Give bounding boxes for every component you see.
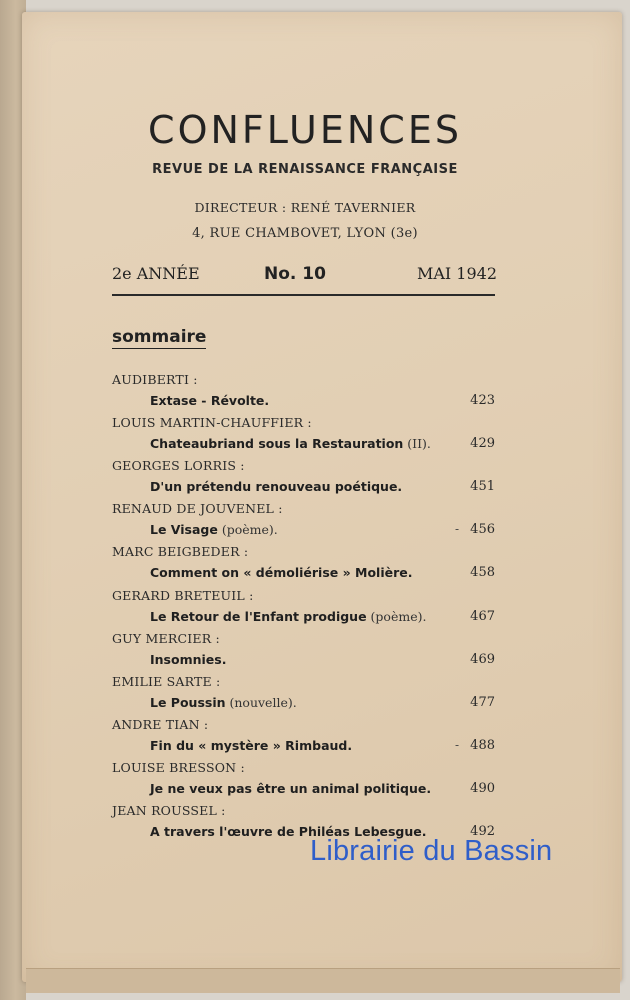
magazine-subtitle: REVUE DE LA RENAISSANCE FRANÇAISE bbox=[152, 162, 458, 177]
toc-leader-dash: - bbox=[454, 522, 459, 537]
toc-title-main: Fin du « mystère » Rimbaud. bbox=[150, 737, 353, 753]
toc-title bbox=[150, 565, 412, 580]
toc-title bbox=[150, 522, 278, 537]
toc-page-number: 467 bbox=[470, 608, 495, 624]
toc-author: MARC BEIGBEDER : bbox=[112, 544, 249, 560]
toc-title bbox=[150, 781, 431, 796]
bookseller-watermark: Librairie du Bassin bbox=[310, 835, 553, 867]
toc-title-main: Le Poussin bbox=[150, 694, 226, 710]
address-line: 4, RUE CHAMBOVET, LYON (3e) bbox=[192, 226, 418, 241]
toc-entry bbox=[112, 717, 497, 757]
toc-author: GERARD BRETEUIL : bbox=[112, 587, 254, 603]
toc-title bbox=[150, 609, 426, 624]
toc-title bbox=[150, 479, 402, 494]
issue-info-row bbox=[112, 264, 497, 288]
toc-entry bbox=[112, 760, 497, 800]
toc-title bbox=[150, 393, 269, 408]
header-divider bbox=[112, 294, 495, 296]
toc-title-main: Le Retour de l'Enfant prodigue bbox=[150, 608, 367, 624]
toc-author: ANDRE TIAN : bbox=[112, 716, 209, 732]
toc-title-main: Extase - Révolte. bbox=[150, 393, 270, 408]
toc-title-main: Chateaubriand sous la Restauration bbox=[150, 436, 404, 452]
toc-page-number: 429 bbox=[470, 436, 495, 452]
toc-author: AUDIBERTI : bbox=[112, 372, 198, 387]
director-line: DIRECTEUR : RENÉ TAVERNIER bbox=[194, 200, 416, 215]
toc-title bbox=[150, 695, 297, 710]
toc-entry bbox=[112, 415, 497, 455]
toc-title bbox=[150, 738, 352, 753]
toc-page-number: 488 bbox=[470, 737, 495, 753]
toc-title-note: (poème). bbox=[366, 608, 427, 624]
toc-title-note: (nouvelle). bbox=[225, 694, 297, 710]
toc-title-main: Insomnies. bbox=[150, 651, 227, 667]
toc-title-main: D'un prétendu renouveau poétique. bbox=[150, 479, 403, 495]
toc-author: JEAN ROUSSEL : bbox=[112, 803, 226, 818]
toc-title-note: (poème). bbox=[217, 522, 278, 538]
toc-author: LOUISE BRESSON : bbox=[112, 759, 245, 775]
toc-page-number: 451 bbox=[470, 479, 495, 495]
toc-entry bbox=[112, 501, 497, 541]
toc-title-note: (II). bbox=[403, 436, 431, 452]
toc-page-number: 469 bbox=[470, 651, 495, 667]
toc-page-number: 477 bbox=[470, 694, 495, 710]
toc-author: LOUIS MARTIN-CHAUFFIER : bbox=[112, 415, 312, 431]
toc-page-number: 456 bbox=[470, 522, 495, 538]
toc-title-main: Comment on « démoliérise » Molière. bbox=[150, 565, 413, 581]
issue-number: No. 10 bbox=[264, 264, 326, 284]
toc-author: EMILIE SARTE : bbox=[112, 673, 221, 689]
magazine-title: CONFLUENCES bbox=[148, 108, 462, 152]
toc-title-main: A travers l'œuvre de Philéas Lebesgue. bbox=[150, 824, 427, 839]
issue-date: MAI 1942 bbox=[416, 264, 497, 283]
issue-year: 2e ANNÉE bbox=[112, 264, 200, 283]
toc-title bbox=[150, 436, 431, 451]
toc-entry bbox=[112, 674, 497, 714]
toc-author: GEORGES LORRIS : bbox=[112, 458, 245, 474]
page-bottom-edge bbox=[26, 968, 620, 993]
toc-page-number: 492 bbox=[470, 824, 495, 839]
toc-author: RENAUD DE JOUVENEL : bbox=[112, 501, 283, 517]
toc-title-main: Je ne veux pas être un animal politique. bbox=[150, 780, 432, 796]
toc-entry bbox=[112, 372, 497, 412]
toc-entry bbox=[112, 631, 497, 671]
toc-page-number: 458 bbox=[470, 565, 495, 581]
toc-entry bbox=[112, 458, 497, 498]
toc-heading: sommaire bbox=[112, 327, 207, 347]
toc-leader-dash: - bbox=[454, 737, 459, 752]
toc-author: GUY MERCIER : bbox=[112, 630, 220, 646]
toc-entry bbox=[112, 544, 497, 584]
toc-title bbox=[150, 652, 226, 667]
toc-page-number: 423 bbox=[470, 393, 495, 408]
toc-entry bbox=[112, 588, 497, 628]
toc-title-main: Le Visage bbox=[150, 522, 218, 538]
toc-page-number: 490 bbox=[470, 780, 495, 796]
